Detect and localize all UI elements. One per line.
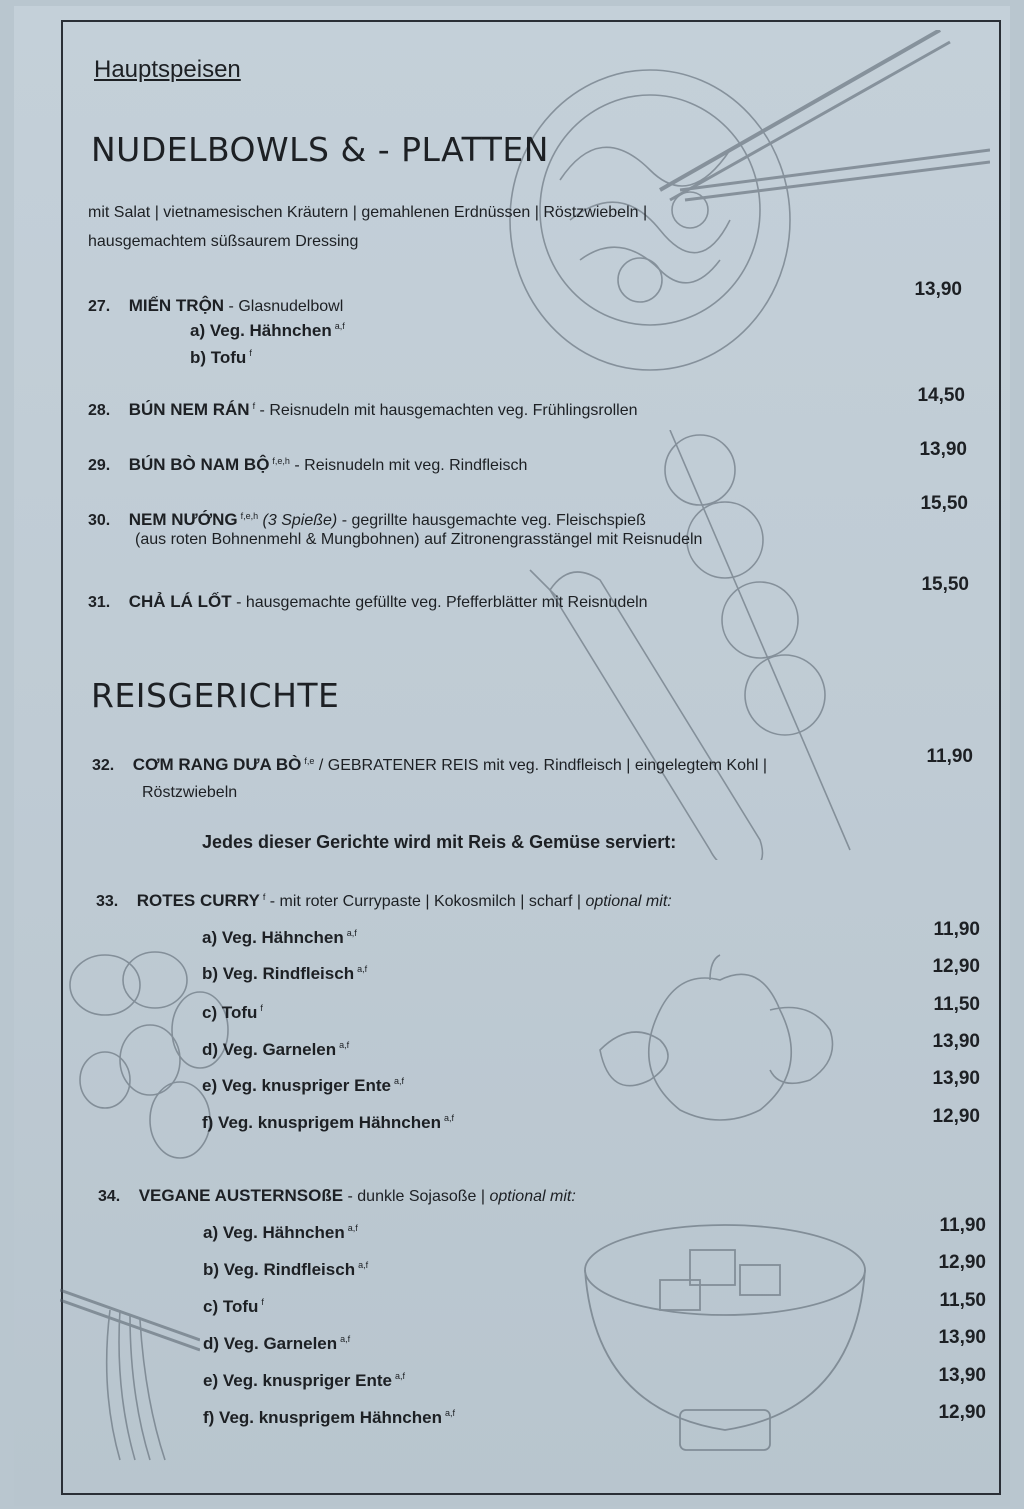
allergen-codes: a,f [334, 321, 345, 332]
option-label: b) Veg. Rindfleisch [203, 1260, 356, 1279]
item-name: MIẾN TRỘN [128, 296, 225, 315]
menu-item-33 [96, 891, 672, 911]
item-number: 28. [88, 402, 111, 419]
item-27-price: 13,90 [914, 279, 962, 300]
allergen-codes: f,e,h [272, 455, 290, 466]
item-description: - Glasnudelbowl [224, 298, 344, 315]
item-34-option-c [203, 1297, 264, 1317]
item-optional: optional mit: [489, 1188, 576, 1205]
soup-bowl-sketch [580, 1210, 870, 1470]
item-31-price: 15,50 [921, 574, 969, 595]
option-label: f) Veg. knusprigem Hähnchen [202, 1113, 441, 1132]
item-27-option-b [190, 348, 252, 368]
section-label: Hauptspeisen [94, 56, 241, 83]
item-description: - Reisnudeln mit hausgemachten veg. Frühlingsrollen [255, 402, 638, 419]
item-optional: optional mit: [585, 893, 672, 910]
item-33-option-a [202, 928, 357, 948]
item-33e-price: 13,90 [932, 1068, 980, 1089]
menu-item-32 [92, 755, 767, 775]
option-label: c) Tofu [203, 1297, 259, 1316]
menu-item-31 [88, 592, 648, 612]
allergen-codes: f [262, 891, 266, 902]
allergen-codes: a,f [347, 1223, 358, 1234]
option-label: b) Tofu [190, 348, 247, 367]
item-33c-price: 11,50 [933, 994, 980, 1015]
item-34-option-f [203, 1408, 455, 1428]
option-label: c) Tofu [202, 1003, 258, 1022]
menu-item-30 [88, 510, 646, 530]
allergen-codes: a,f [445, 1408, 456, 1419]
item-34a-price: 11,90 [939, 1215, 986, 1236]
item-description: - dunkle Sojasoße | [343, 1188, 490, 1205]
menu-item-34 [98, 1186, 576, 1206]
item-number: 34. [98, 1188, 121, 1205]
option-label: a) Veg. Hähnchen [190, 321, 332, 340]
menu-item-27 [88, 296, 343, 316]
option-label: f) Veg. knusprigem Hähnchen [203, 1408, 442, 1427]
item-description: - hausgemachte gefüllte veg. Pfefferblätter mit Reisnudeln [231, 594, 648, 611]
chopstick-noodle-sketch [60, 1270, 200, 1470]
item-number: 33. [96, 893, 119, 910]
allergen-codes: f,e [304, 755, 315, 766]
allergen-codes: f [260, 1003, 263, 1014]
item-30-description-cont: (aus roten Bohnenmehl & Mungbohnen) auf Zitronengrasstängel mit Reisnudeln [135, 531, 703, 548]
item-number: 27. [88, 298, 111, 315]
item-33-option-f [202, 1113, 454, 1133]
item-33a-price: 11,90 [933, 919, 980, 940]
skewer-sketch [520, 430, 860, 860]
item-33d-price: 13,90 [932, 1031, 980, 1052]
item-34-option-b [203, 1260, 368, 1280]
item-27-option-a [190, 321, 345, 341]
item-description: / GEBRATENER REIS mit veg. Rindfleisch | eingelegtem Kohl | [314, 757, 768, 774]
item-33-option-e [202, 1076, 404, 1096]
item-34c-price: 11,50 [939, 1290, 986, 1311]
item-32-description-cont: Röstzwiebeln [142, 784, 238, 801]
item-number: 29. [88, 457, 111, 474]
allergen-codes: a,f [393, 1076, 404, 1087]
item-33b-price: 12,90 [932, 956, 980, 977]
item-34e-price: 13,90 [938, 1365, 986, 1386]
allergen-codes: a,f [357, 964, 368, 975]
noodles-intro-line2: hausgemachtem süßsaurem Dressing [88, 233, 359, 250]
item-name: BÚN NEM RÁN [128, 400, 250, 419]
item-portion: (3 Spieße) [258, 512, 338, 529]
option-label: e) Veg. knuspriger Ente [202, 1076, 391, 1095]
allergen-codes: a,f [394, 1371, 405, 1382]
item-name: CHẢ LÁ LỐT [128, 592, 232, 611]
noodles-intro-line1: mit Salat | vietnamesischen Kräutern | gemahlenen Erdnüssen | Röstzwiebeln | [88, 204, 648, 221]
item-34b-price: 12,90 [938, 1252, 986, 1273]
allergen-codes: f,e,h [240, 510, 259, 521]
item-number: 32. [92, 757, 115, 774]
allergen-codes: a,f [340, 1334, 351, 1345]
item-name: CƠM RANG DƯA BÒ [132, 755, 302, 774]
item-32-price: 11,90 [926, 746, 973, 767]
pepper-sketch [590, 950, 850, 1130]
allergen-codes: a,f [358, 1260, 369, 1271]
allergen-codes: a,f [444, 1113, 455, 1124]
item-33f-price: 12,90 [932, 1106, 980, 1127]
item-34f-price: 12,90 [938, 1402, 986, 1423]
option-label: b) Veg. Rindfleisch [202, 964, 355, 983]
option-label: a) Veg. Hähnchen [202, 928, 344, 947]
option-label: d) Veg. Garnelen [203, 1334, 338, 1353]
item-33-option-b [202, 964, 367, 984]
option-label: d) Veg. Garnelen [202, 1040, 337, 1059]
item-34-option-d [203, 1334, 350, 1354]
item-name: BÚN BÒ NAM BỘ [128, 455, 270, 474]
rice-heading: REISGERICHTE [91, 676, 340, 715]
allergen-codes: f [261, 1297, 264, 1308]
item-description: - gegrillte hausgemachte veg. Fleischspieß [337, 512, 646, 529]
allergen-codes: a,f [346, 928, 357, 939]
menu-item-28 [88, 400, 638, 420]
item-33-option-d [202, 1040, 349, 1060]
menu-item-29 [88, 455, 527, 475]
item-description: - mit roter Currypaste | Kokosmilch | scharf | [265, 893, 586, 910]
item-description: - Reisnudeln mit veg. Rindfleisch [289, 457, 528, 474]
item-29-price: 13,90 [919, 439, 967, 460]
allergen-codes: a,f [339, 1040, 350, 1051]
item-33-option-c [202, 1003, 263, 1023]
allergen-codes: f [249, 348, 252, 359]
item-name: ROTES CURRY [136, 891, 260, 910]
noodles-heading: NUDELBOWLS & - PLATTEN [91, 130, 549, 169]
item-name: NEM NƯỚNG [128, 510, 238, 529]
option-label: a) Veg. Hähnchen [203, 1223, 345, 1242]
item-28-price: 14,50 [917, 385, 965, 406]
item-34-option-a [203, 1223, 358, 1243]
item-34d-price: 13,90 [938, 1327, 986, 1348]
allergen-codes: f [252, 400, 256, 411]
option-label: e) Veg. knuspriger Ente [203, 1371, 392, 1390]
item-name: VEGANE AUSTERNSOßE [138, 1186, 344, 1205]
item-number: 31. [88, 594, 111, 611]
serving-note: Jedes dieser Gerichte wird mit Reis & Gemüse serviert: [202, 832, 677, 852]
item-number: 30. [88, 512, 111, 529]
item-30-price: 15,50 [920, 493, 968, 514]
item-34-option-e [203, 1371, 405, 1391]
